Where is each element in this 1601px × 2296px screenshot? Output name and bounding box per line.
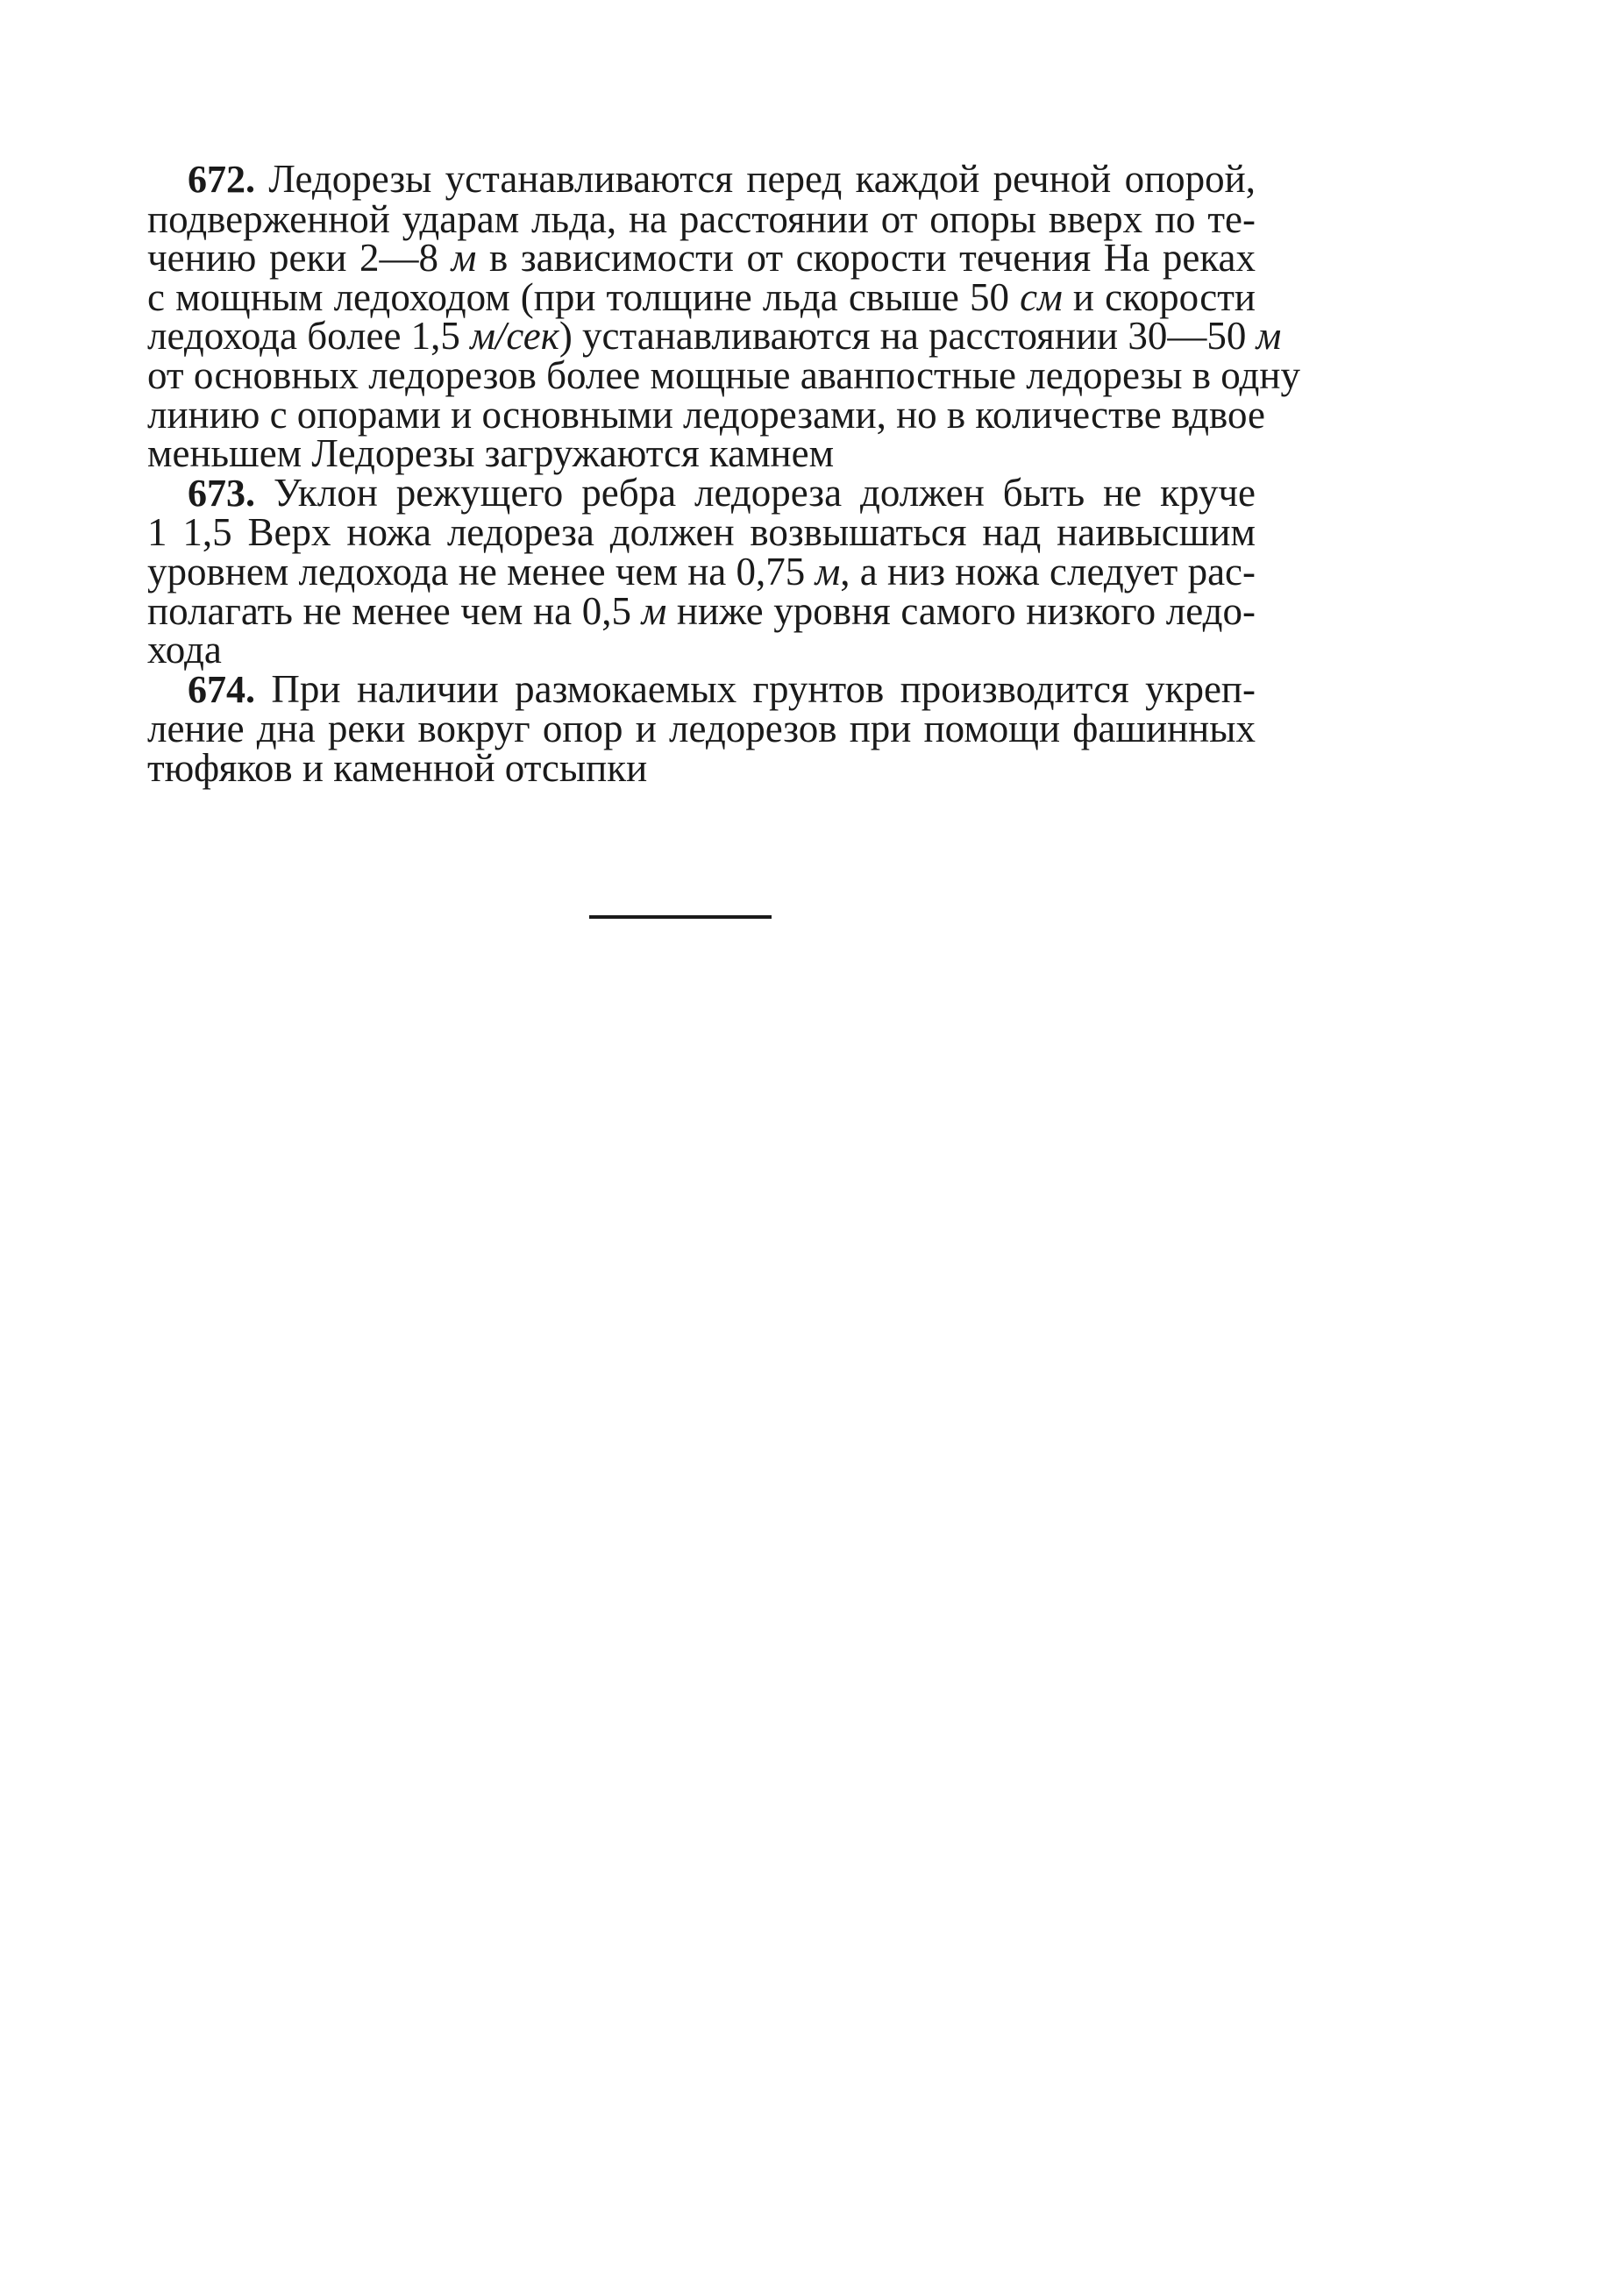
text-line: [147, 549, 1256, 594]
paragraph-672: [147, 157, 1300, 476]
line-text: с мощным ледоходом (при толщине льда свыше 50: [147, 274, 1021, 319]
paragraph-number: 674.: [188, 667, 255, 711]
text-line: [147, 157, 1256, 201]
line-text: ниже уровня самого низкого ледо-: [666, 588, 1256, 633]
paragraph-number: 673.: [188, 471, 255, 515]
text-line: [147, 666, 1256, 711]
text-line: [147, 745, 1256, 790]
text-line: [147, 314, 1282, 359]
unit-text: м: [451, 236, 477, 281]
line-text: тюфяков и каменной отсыпки: [147, 745, 648, 790]
unit-text: м: [815, 549, 841, 594]
paragraph-673: [147, 470, 1256, 672]
unit-text: м: [641, 588, 667, 633]
line-text: от основных ледорезов более мощные аванпостные ледорезы в одну: [147, 352, 1300, 397]
text-line: [147, 431, 1256, 476]
text-line: [147, 470, 1256, 515]
line-text: чению реки 2—8: [147, 236, 452, 281]
line-text: 1 1,5 Верх ножа ледореза должен возвышаться над наивысшим: [147, 510, 1256, 555]
text-line: [147, 588, 1256, 633]
line-text: ледохода более 1,5: [147, 314, 471, 359]
unit-text: см: [1020, 274, 1063, 319]
line-text: меньшем Ледорезы загружаются камнем: [147, 431, 835, 476]
text-line: [147, 196, 1256, 241]
line-text: уровнем ледохода не менее чем на 0,75: [147, 549, 815, 594]
unit-text: м/сек: [470, 314, 559, 359]
line-text: в зависимости от скорости течения На реках: [476, 236, 1256, 281]
line-text: хода: [147, 628, 222, 672]
line-text: линию с опорами и основными ледорезами, но в количестве вдвое: [147, 392, 1266, 437]
unit-text: м: [1256, 314, 1282, 359]
paragraph-674: [147, 666, 1256, 790]
text-line: [147, 709, 1256, 749]
text-line: [147, 392, 1266, 437]
paragraph-number: 672.: [188, 158, 255, 201]
line-text: полагать не менее чем на 0,5: [147, 588, 642, 633]
line-text: ление дна реки вокруг опор и ледорезов при помощи фашинных: [147, 707, 1256, 751]
closing-rule: [589, 915, 772, 919]
text-line: [147, 630, 1256, 670]
text-line: [147, 510, 1256, 555]
body-text: [147, 157, 1300, 790]
line-text: и скорости: [1062, 274, 1256, 319]
line-text: Уклон режущего ребра ледореза должен быть не круче: [255, 470, 1256, 515]
line-text: При наличии размокаемых грунтов производится укреп-: [255, 666, 1256, 711]
line-text: Ледорезы устанавливаются перед каждой речной опорой,: [255, 157, 1256, 201]
line-text: , а низ ножа следует рас-: [840, 549, 1256, 594]
text-line: [147, 352, 1300, 397]
text-line: [147, 236, 1256, 281]
line-text: ) устанавливаются на расстоянии 30—50: [559, 314, 1256, 359]
line-text: подверженной ударам льда, на расстоянии от опоры вверх по те-: [147, 196, 1256, 241]
text-line: [147, 274, 1256, 319]
